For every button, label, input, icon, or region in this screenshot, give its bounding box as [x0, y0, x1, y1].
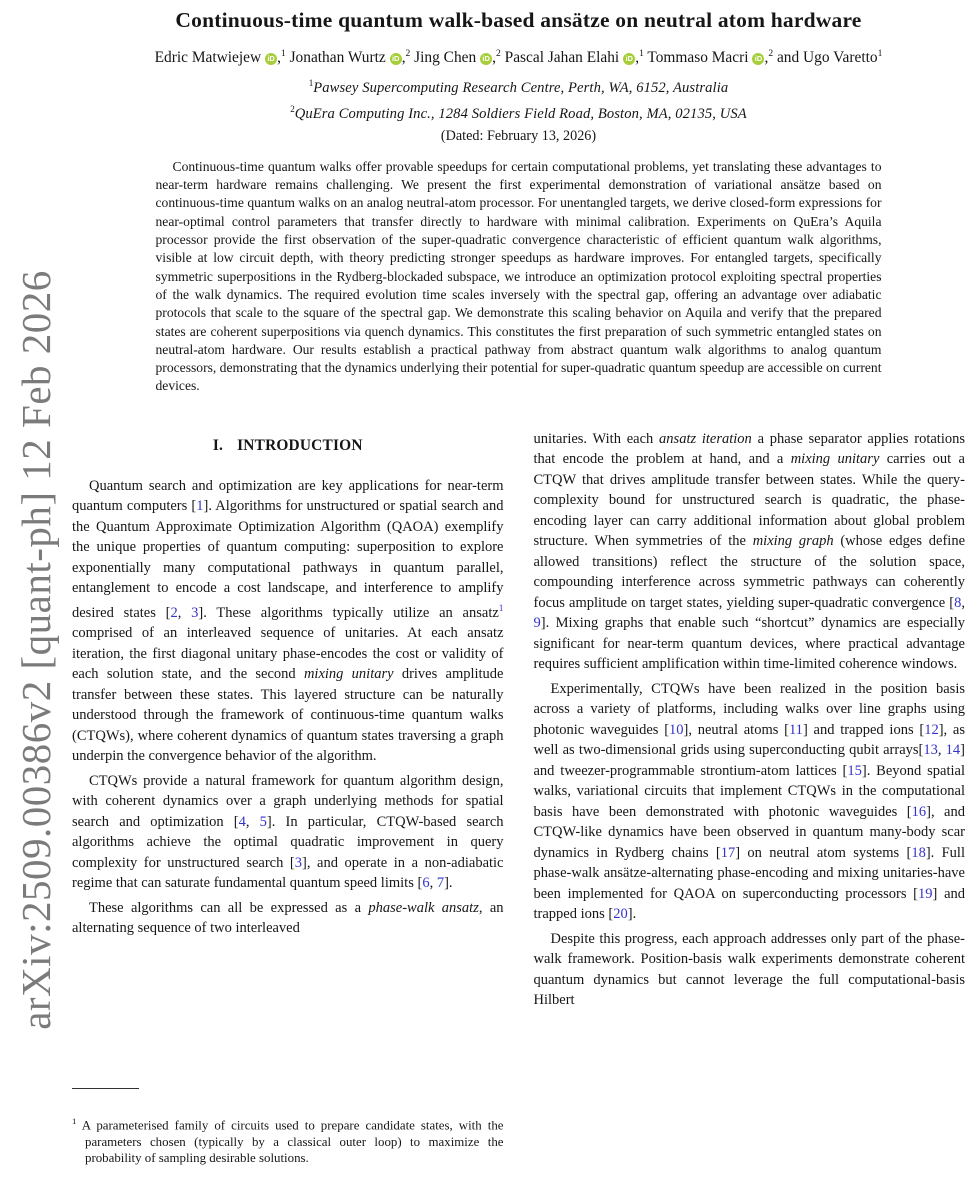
citation-link[interactable]: 20: [613, 906, 628, 923]
affiliation-text: Pawsey Supercomputing Research Centre, Perth, WA, 6152, Australia: [313, 79, 729, 96]
footnote: [72, 1113, 504, 1167]
citation-link[interactable]: 6: [422, 875, 430, 892]
affiliation-line: [72, 73, 965, 99]
paragraph: These algorithms can all be expressed as a phase-walk ansatz, an alternating sequence of two interleaved: [72, 899, 504, 937]
paragraph: unitaries. With each ansatz iteration a phase separator applies rotations that encode the problem at hand, and a mixing unitary carries out a CTQW that drives amplitude transfer between states. While the query-complexity bound for unstructured search is quadratic, the phase-encoding layer can carry additional information about global problem structure. When symmetries of the mixing graph (whose edges define allowed transitions) reflect the structure of the solution space, compounding interference across symmetric pathways can coherently focus amplitude on target states, yielding super-quadratic convergence [8, 9]. Mixing graphs that enable such “shortcut” dynamics are especially significant for near-term quantum devices, where practical advantage requires sufficient amplification within time-limited coherence windows.: [533, 430, 966, 673]
arxiv-watermark: arXiv:2509.00386v2 [quant-ph] 12 Feb 2026: [13, 270, 59, 1030]
citation-link[interactable]: 17: [720, 844, 736, 861]
footnote-block: [72, 1076, 504, 1167]
citation-link[interactable]: 13: [923, 742, 938, 759]
right-column-text: [534, 429, 966, 1011]
emphasis-text: ansatz iteration: [659, 430, 752, 447]
paragraph: CTQWs provide a natural framework for quantum algorithm design, with coherent dynamics over a graph underlying methods for spatial search and optimization [4, 5]. In particular, CTQW-based search algorithms achieve the optimal quadratic improvement in query complexity for unstructured search [3], and operate in a non-adiabatic regime that can saturate fundamental quantum speed limits [6, 7].: [72, 772, 504, 892]
affiliation-sup: 2: [290, 103, 295, 114]
author-affiliation-sup: 2: [405, 48, 411, 59]
footnote-text: A parameterised family of circuits used to prepare candidate states, with the parameters chosen (typically by a classical outer loop) to maximize the probability of sampling desirable solutions.: [76, 1118, 504, 1166]
author-affiliation-sup: 1: [639, 48, 644, 59]
left-column: [72, 429, 504, 1167]
citation-link[interactable]: 19: [918, 885, 933, 902]
citation-link[interactable]: 11: [788, 721, 803, 738]
affiliation-text: QuEra Computing Inc., 1284 Soldiers Field Road, Boston, MA, 02135, USA: [294, 105, 747, 122]
citation-link[interactable]: 9: [533, 615, 541, 632]
orcid-icon[interactable]: iD: [752, 53, 764, 65]
citation-link[interactable]: 10: [669, 721, 684, 738]
footnote-rule: [72, 1088, 139, 1089]
dated-line: (Dated: February 13, 2026): [440, 127, 597, 144]
two-column-body: [72, 429, 965, 1167]
citation-link[interactable]: 16: [911, 803, 927, 820]
citation-link[interactable]: 5: [259, 813, 267, 830]
paragraph: Experimentally, CTQWs have been realized in the position basis across a variety of platforms, including walks over line graphs using photonic waveguides [10], neutral atoms [11] and trapped ions [12], as well as two-dimensional grids using superconducting qubit arrays[13, 14] and tweezer-programmable strontium-atom lattices [15]. Beyond spatial walks, variational circuits that implement CTQWs in the computational basis have been demonstrated with photonic waveguides [16], and CTQW-like dynamics have been observed in quantum many-body scar dynamics in Rydberg chains [17] on neutral atom systems [18]. Full phase-walk ansätze-alternating phase-encoding and mixing unitaries-have been implemented for QAOA on superconducting processors [19] and trapped ions [20].: [533, 680, 966, 923]
emphasis-text: phase-walk ansatz: [368, 899, 479, 916]
section-title: INTRODUCTION: [237, 436, 363, 454]
orcid-icon[interactable]: iD: [390, 53, 402, 65]
emphasis-text: mixing graph: [752, 533, 834, 550]
affiliations: [72, 73, 965, 125]
citation-link[interactable]: 8: [954, 594, 962, 611]
orcid-icon[interactable]: iD: [480, 53, 492, 65]
citation-link[interactable]: 7: [436, 875, 445, 892]
abstract: Continuous-time quantum walks offer provable speedups for certain computational problems, yet translating these advantages to near-term hardware remains challenging. We present the first experimental demonstration of variational ansätze based on continuous-time quantum walks on an analog neutral-atom processor. For unentangled targets, we derive closed-form expressions for near-optimal control parameters that transfer directly to hardware with minimal calibration. Experiments on QuEra’s Aquila processor provide the first observation of the super-quadratic convergence characteristic of efficient quantum walk algorithms, visible at low circuit depth, with theory predicting stronger speedups as hardware improves. For entangled targets, specifically symmetric superpositions in the Rydberg-blockaded subspace, we introduce an optimization protocol exploiting spectral properties of the walk dynamics. The required evolution time scales inversely with the spectral gap, offering an advantage over adiabatic protocols that scale to the square of the spectral gap. We demonstrate this scaling behavior on Aquila and verify that the prepared states are coherent superpositions via quench dynamics. This constitutes the first preparation of such symmetric entangled states on neutral-atom hardware. Our results establish a practical pathway from abstract quantum walk algorithms to analog quantum processors, demonstrating that the dynamics underlying their potential for super-quadratic quantum speedup are accessible on current devices.: [155, 158, 882, 394]
paragraph: Quantum search and optimization are key applications for near-term quantum computers [1]. Algorithms for unstructured or spatial search and the Quantum Approximate Optimization Algorithm (QAOA) exemplify the unique properties of quantum computing: superposition to explore exponentially many computational pathways in quantum parallel, entanglement to encode a cost landscape, and interference to amplify desired states [2, 3]. These algorithms typically utilize an ansatz$^1$ comprised of an interleaved sequence of unitaries. At each ansatz iteration, the first diagonal unitary phase-encodes the cost or validity of each solution state, and the second mixing unitary drives amplitude transfer between these states. This layered structure can be naturally understood through the framework of continuous-time quantum walks (CTQWs), where coherent dynamics of quantum states traversing a graph underpin the convergence behavior of the algorithm.: [72, 477, 504, 765]
citation-link[interactable]: 18: [911, 844, 926, 861]
paper-title: Continuous-time quantum walk-based ansätze on neutral atom hardware: [175, 8, 862, 32]
citation-link[interactable]: 2: [170, 604, 178, 621]
footnote-marker: 1: [72, 1115, 77, 1126]
author-line: Edric Matwiejew iD ,$^1$ Jonathan Wurtz iD ,$^2$ Jing Chen iD ,$^2$ Pascal Jahan Elahi iD ,$^1$ Tommaso Macri iD ,$^2$ and Ugo Varetto$^1$: [154, 48, 883, 67]
emphasis-text: mixing unitary: [303, 666, 394, 683]
affiliation-sup: 1: [308, 78, 314, 89]
paragraph: Despite this progress, each approach addresses only part of the phase-walk framework. Position-basis walk experiments demonstrate coherent quantum dynamics but cannot leverage the full computational-basis Hilbert: [533, 930, 965, 1009]
author-affiliation-sup: 1: [877, 48, 883, 59]
orcid-icon[interactable]: iD: [623, 53, 635, 65]
affiliation-line: [72, 99, 965, 125]
citation-link[interactable]: 3: [294, 854, 302, 871]
paper-page: [72, 0, 965, 1167]
author-affiliation-sup: 2: [768, 48, 774, 59]
section-heading: [72, 437, 504, 455]
left-column-text: [72, 476, 504, 939]
emphasis-text: mixing unitary: [790, 451, 880, 468]
section-number: I.: [212, 436, 224, 454]
author-affiliation-sup: 1: [280, 48, 286, 59]
citation-link[interactable]: 14: [945, 742, 961, 759]
footnote-ref-link[interactable]: 1: [498, 603, 504, 614]
right-column: [534, 429, 966, 1167]
paper-header: [72, 0, 965, 145]
citation-link[interactable]: 1: [196, 498, 204, 515]
citation-link[interactable]: 4: [238, 813, 246, 830]
author-affiliation-sup: 2: [496, 48, 501, 59]
citation-link[interactable]: 12: [924, 721, 939, 738]
citation-link[interactable]: 15: [847, 762, 862, 779]
citation-link[interactable]: 3: [191, 604, 199, 621]
orcid-icon[interactable]: iD: [265, 53, 277, 65]
